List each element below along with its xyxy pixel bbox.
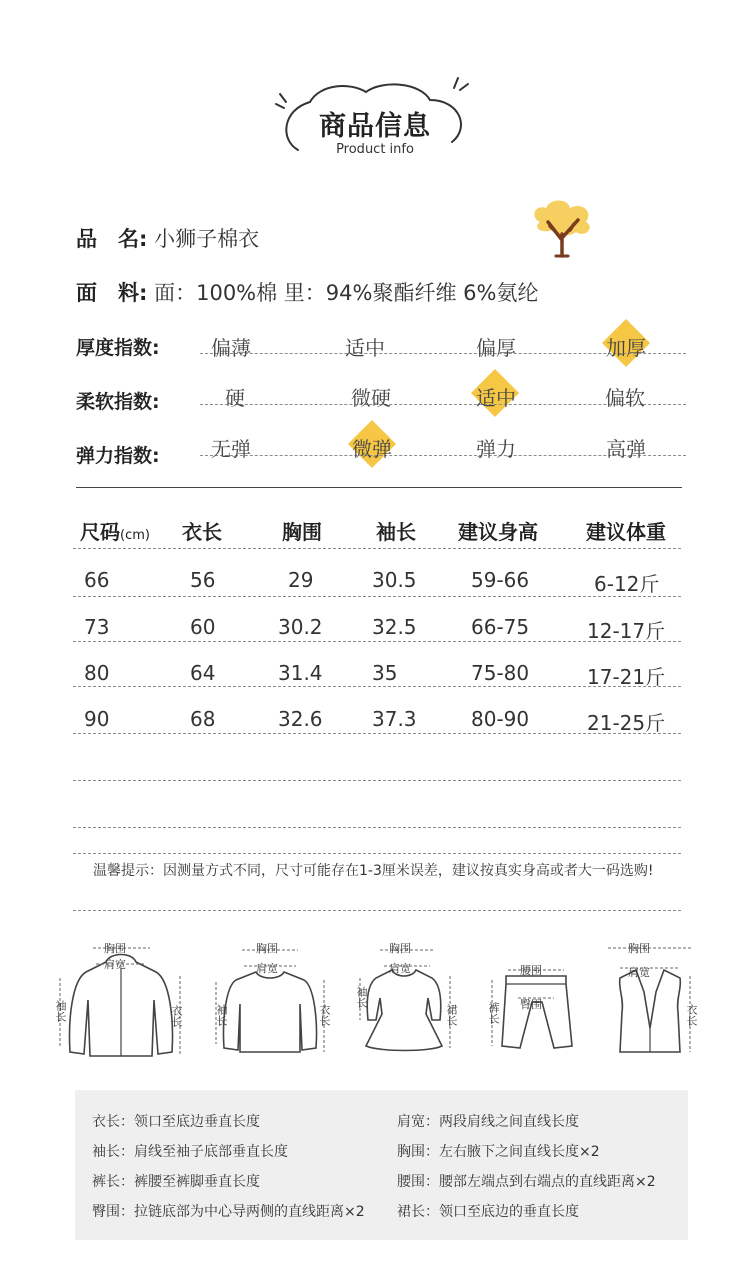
table-cell: 6-12斤 xyxy=(594,572,660,596)
dashed-divider xyxy=(73,853,681,854)
table-header-chest: 胸围 xyxy=(282,520,322,544)
index-option-selected: 加厚 xyxy=(606,336,646,360)
diagram-label: 臀围 xyxy=(520,998,542,1011)
diagram-label: 胸围 xyxy=(104,942,126,955)
table-cell: 80 xyxy=(84,661,110,685)
section-header xyxy=(270,70,480,170)
definition-item: 腰围：腰部左端点到右端点的直线距离×2 xyxy=(397,1174,656,1190)
table-header-length: 衣长 xyxy=(182,520,222,544)
measurement-definitions xyxy=(75,1090,688,1240)
index-option-selected: 微弹 xyxy=(352,437,392,461)
dashed-divider xyxy=(73,910,681,911)
index-option-selected: 适中 xyxy=(476,386,516,410)
measurement-tip: 温馨提示：因测量方式不同，尺寸可能存在1-3厘米误差，建议按真实身高或者大一码选购! xyxy=(93,863,654,879)
index-option: 偏薄 xyxy=(211,336,251,360)
index-label: 柔软指数: xyxy=(76,391,160,413)
index-option: 偏厚 xyxy=(476,336,516,360)
section-divider xyxy=(76,487,682,488)
section-subtitle: Product info xyxy=(336,142,414,157)
table-cell: 21-25斤 xyxy=(587,711,666,735)
table-cell: 17-21斤 xyxy=(587,665,666,689)
tree-icon xyxy=(528,200,598,260)
table-cell: 75-80 xyxy=(471,661,530,685)
table-cell: 64 xyxy=(190,661,216,685)
table-cell: 12-17斤 xyxy=(587,619,666,643)
section-title: 商品信息 xyxy=(319,111,431,142)
table-cell: 73 xyxy=(84,615,110,639)
header-unit-label: (cm) xyxy=(120,528,150,543)
diagram-label: 袖长 xyxy=(215,1004,228,1026)
table-cell: 68 xyxy=(190,707,216,731)
definition-item: 衣长：领口至底边垂直长度 xyxy=(92,1114,260,1130)
material-label: 面 料: xyxy=(76,281,148,305)
diagram-label: 肩宽 xyxy=(389,962,411,975)
definition-item: 胸围：左右腋下之间直线长度×2 xyxy=(397,1144,600,1160)
table-cell: 32.5 xyxy=(372,615,417,639)
diagram-label: 肩宽 xyxy=(256,962,278,975)
index-option: 硬 xyxy=(225,386,245,410)
table-cell: 30.5 xyxy=(372,568,417,592)
table-cell: 30.2 xyxy=(278,615,323,639)
diagram-label: 裙长 xyxy=(445,1004,458,1026)
table-header-sleeve: 袖长 xyxy=(376,520,416,544)
table-cell: 31.4 xyxy=(278,661,323,685)
index-option: 适中 xyxy=(345,336,385,360)
product-name-value: 小狮子棉衣 xyxy=(154,227,260,251)
definition-item: 肩宽：两段肩线之间直线长度 xyxy=(397,1114,579,1130)
dashed-divider xyxy=(73,827,681,828)
diagram-label: 胸围 xyxy=(256,942,278,955)
dashed-divider xyxy=(73,686,681,687)
table-cell: 66-75 xyxy=(471,615,530,639)
definition-item: 臀围：拉链底部为中心导两侧的直线距离×2 xyxy=(92,1204,365,1220)
vest-diagram-icon xyxy=(598,940,703,1065)
table-cell: 59-66 xyxy=(471,568,530,592)
diagram-label: 衣长 xyxy=(318,1004,331,1026)
index-option: 弹力 xyxy=(476,437,516,461)
diagram-label: 袖长 xyxy=(54,1000,67,1022)
diagram-label: 肩宽 xyxy=(104,958,126,971)
material-row xyxy=(76,277,538,307)
diagram-label: 衣长 xyxy=(685,1004,698,1026)
table-cell: 60 xyxy=(190,615,216,639)
table-cell: 80-90 xyxy=(471,707,530,731)
table-header-size xyxy=(80,516,150,545)
diagram-label: 腰围 xyxy=(520,964,542,977)
table-cell: 66 xyxy=(84,568,110,592)
diagram-label: 肩宽 xyxy=(628,966,650,979)
sweater-diagram-icon xyxy=(206,940,336,1065)
product-name-row xyxy=(76,223,259,253)
material-value: 面：100%棉 里：94%聚酯纤维 6%氨纶 xyxy=(154,281,539,305)
index-option: 偏软 xyxy=(605,386,645,410)
table-cell: 35 xyxy=(372,661,398,685)
header-size-label: 尺码 xyxy=(80,520,120,544)
index-label: 厚度指数: xyxy=(76,337,160,359)
index-option: 高弹 xyxy=(606,437,646,461)
diagram-label: 袖长 xyxy=(355,986,368,1008)
dashed-divider xyxy=(73,733,681,734)
table-cell: 37.3 xyxy=(372,707,417,731)
table-cell: 56 xyxy=(190,568,216,592)
dashed-divider xyxy=(73,780,681,781)
dashed-divider xyxy=(73,548,681,549)
table-cell: 90 xyxy=(84,707,110,731)
diagram-label: 胸围 xyxy=(389,942,411,955)
table-header-weight: 建议体重 xyxy=(586,520,666,544)
dashed-divider xyxy=(73,641,681,642)
table-cell: 29 xyxy=(288,568,314,592)
definition-item: 裤长：裤腰至裤脚垂直长度 xyxy=(92,1174,260,1190)
diagram-label: 衣长 xyxy=(170,1005,183,1027)
diagram-label: 裤长 xyxy=(487,1002,500,1024)
dashed-divider xyxy=(73,596,681,597)
product-name-label: 品 名: xyxy=(76,227,148,251)
index-option: 无弹 xyxy=(211,437,251,461)
table-cell: 32.6 xyxy=(278,707,323,731)
index-label: 弹力指数: xyxy=(76,445,160,467)
diagram-label: 胸围 xyxy=(628,942,650,955)
index-option: 微硬 xyxy=(351,386,391,410)
definition-item: 裙长：领口至底边的垂直长度 xyxy=(397,1204,579,1220)
table-header-height: 建议身高 xyxy=(458,520,538,544)
definition-item: 袖长：肩线至袖子底部垂直长度 xyxy=(92,1144,288,1160)
